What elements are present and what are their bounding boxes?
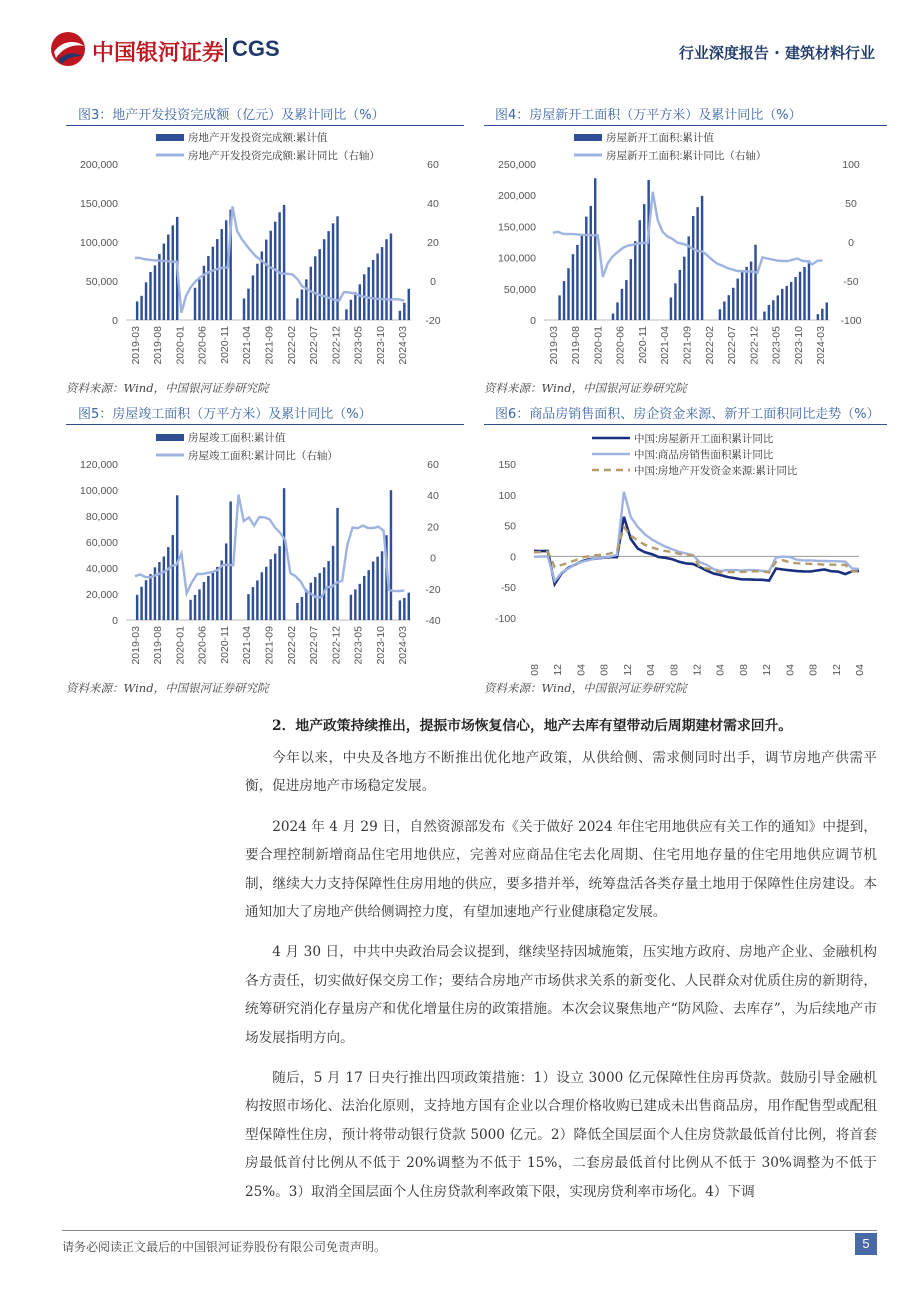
legend-bar-label: 房屋竣工面积:累计值	[188, 432, 286, 444]
legend-label: 中国:房屋新开工面积累计同比	[634, 433, 774, 445]
data-bar	[323, 239, 325, 320]
x-tick-label: 2020-11	[636, 326, 649, 364]
data-bar	[167, 547, 169, 620]
y-tick-label: 150	[498, 459, 516, 471]
data-bar	[390, 490, 392, 620]
figure-4-title: 图4：房屋新开工面积（万平方米）及累计同比（%）	[495, 108, 802, 123]
data-bar	[359, 584, 361, 620]
paragraph-4: 随后，5 月 17 日央行推出四项政策措施：1）设立 3000 亿元保障性住房再贷款。鼓励引导金融机构按照市场化、法治化原则，支持地方国有企业以合理价格收购已建成未出售商品房，用作配售型或配租型保障性住房，预计将带动银行贷款 5000 亿元。2）降低全国层面个人住房贷款最低首付比例，将首套房最低首付比例从不低于 20%调整为不低于 15%，二套房最低首付比例从不低于 30%调整为不低于 25%。3）取消全国层面个人住房贷款利率政策下限，实现房贷利率市场化。4）下调	[245, 1070, 877, 1200]
y-left-tick-label: 200,000	[498, 190, 536, 203]
data-bar	[763, 312, 765, 320]
data-bar	[799, 272, 801, 320]
data-bar	[754, 245, 756, 320]
y-right-tick-label: 60	[427, 459, 439, 471]
x-tick-label: 2020-06	[614, 326, 627, 365]
data-bar	[639, 220, 641, 320]
data-bar	[149, 272, 151, 320]
data-bar	[643, 204, 645, 320]
x-tick-label: 2022-07	[308, 326, 321, 365]
figure-5-chart	[66, 428, 466, 680]
data-bar	[728, 295, 730, 320]
data-bar	[261, 572, 263, 620]
figure-5-title: 图5：房屋竣工面积（万平方米）及累计同比（%）	[78, 407, 372, 422]
data-bar	[781, 289, 783, 320]
data-bar	[318, 249, 320, 320]
x-tick-label	[529, 664, 541, 676]
x-tick-label: 2021-09	[681, 326, 694, 365]
y-left-tick-label: 200,000	[80, 159, 118, 171]
y-right-tick-label: 20	[427, 521, 439, 534]
data-bar	[283, 205, 285, 320]
data-bar	[719, 309, 721, 320]
x-tick-label: 2022-07	[308, 626, 321, 665]
data-bar	[301, 597, 303, 620]
data-bar	[572, 254, 574, 320]
y-right-tick-label: 40	[427, 198, 439, 210]
data-bar	[163, 557, 165, 620]
data-bar	[256, 264, 258, 320]
data-bar	[367, 267, 369, 320]
y-right-tick-label: -40	[425, 615, 441, 627]
y-left-tick-label: 0	[530, 315, 536, 327]
footer-rule	[62, 1230, 877, 1231]
data-bar	[310, 583, 312, 620]
x-tick-label	[622, 664, 634, 676]
x-tick-label: 2021-09	[263, 626, 276, 665]
data-bar	[585, 217, 587, 320]
legend-label: 中国:商品房销售面积累计同比	[634, 449, 774, 461]
y-left-tick-label: 150,000	[80, 198, 118, 210]
data-bar	[376, 253, 378, 320]
x-tick-label: 2024-03	[815, 326, 828, 365]
x-tick-label: 2020-06	[196, 626, 209, 665]
data-bar	[794, 277, 796, 320]
data-bar	[679, 270, 681, 320]
y-tick-label: -100	[494, 613, 516, 625]
legend-bar-swatch	[574, 134, 602, 141]
y-right-tick-label: 0	[430, 552, 436, 565]
data-bar	[212, 247, 214, 320]
report-type: 行业深度报告 · 建筑材料行业	[678, 44, 875, 62]
data-bar	[817, 314, 819, 320]
data-bar	[736, 279, 738, 320]
figure-4-source: 资料来源：Wind，中国银河证券研究院	[484, 381, 687, 395]
data-bar	[140, 587, 142, 620]
y-right-tick-label: 60	[427, 159, 439, 171]
y-tick-label: 0	[510, 551, 516, 564]
y-right-tick-label: -20	[425, 315, 441, 327]
x-tick-label: 2019-03	[547, 326, 560, 365]
data-bar	[154, 265, 156, 320]
figure-3-source: 资料来源：Wind，中国银河证券研究院	[66, 381, 269, 395]
data-bar	[594, 178, 596, 320]
data-bar	[616, 302, 618, 320]
legend-bar-swatch	[156, 434, 184, 441]
paragraph-3: 4 月 30 日，中共中央政治局会议提到，继续坚持因城施策，压实地方政府、房地产企业、金融机构各方责任，切实做好保交房工作；要结合房地产市场供求关系的新变化、人民群众对优质住房的新期待，统筹研究消化存量房产和优化增量住房的政策措施。本次会议聚焦地产“防风险、去库存”，为后续地产市场发展指明方向。	[245, 944, 877, 1046]
data-bar	[189, 600, 191, 620]
footer-disclaimer: 请务必阅读正文最后的中国银河证券股份有限公司免责声明。	[62, 1240, 387, 1254]
data-bar	[563, 281, 565, 320]
data-bar	[688, 236, 690, 320]
y-right-tick-label: 40	[427, 490, 439, 503]
data-bar	[403, 303, 405, 320]
y-tick-label: 50	[504, 520, 516, 533]
legend-line-label: 房屋新开工面积:累计同比（右轴）	[606, 150, 767, 162]
y-left-tick-label: 100,000	[498, 252, 536, 265]
data-bar	[221, 561, 223, 620]
data-bar	[207, 576, 209, 620]
figure-4-chart	[484, 128, 884, 380]
data-bar	[674, 283, 676, 320]
data-bar	[354, 292, 356, 320]
figure-3-title: 图3：地产开发投资完成额（亿元）及累计同比（%）	[78, 108, 385, 123]
x-tick-label	[599, 664, 611, 676]
data-bar	[172, 535, 174, 620]
x-tick-label	[668, 664, 680, 676]
data-bar	[581, 235, 583, 320]
x-tick-label: 2020-01	[592, 326, 605, 365]
data-bar	[198, 279, 200, 320]
data-bar	[826, 303, 828, 320]
x-tick-label: 2019-03	[129, 326, 142, 365]
x-tick-label: 2021-04	[659, 326, 672, 365]
x-tick-label: 2020-06	[196, 326, 209, 365]
data-bar	[198, 589, 200, 620]
data-bar	[630, 259, 632, 320]
data-bar	[359, 284, 361, 320]
data-bar	[390, 233, 392, 320]
data-bar	[301, 289, 303, 320]
data-bar	[683, 257, 685, 320]
data-bar	[745, 267, 747, 320]
data-bar	[167, 235, 169, 320]
figure-3-svg	[66, 128, 466, 376]
y-right-tick-label: 0	[430, 276, 436, 288]
data-bar	[381, 551, 383, 620]
data-bar	[136, 301, 138, 320]
y-right-tick-label: 20	[427, 237, 439, 249]
x-tick-label	[784, 664, 796, 676]
data-bar	[247, 594, 249, 620]
data-bar	[207, 256, 209, 320]
y-left-tick-label: 80,000	[85, 511, 118, 523]
figure-6-title: 图6：商品房销售面积、房企资金来源、新开工面积同比走势（%）	[495, 407, 880, 422]
data-bar	[808, 260, 810, 320]
y-left-tick-label: 100,000	[80, 485, 118, 497]
x-tick-label: 2022-12	[330, 626, 343, 665]
figure-6-chart	[484, 428, 884, 680]
data-bar	[314, 256, 316, 320]
x-tick-label	[808, 664, 820, 676]
y-left-tick-label: 20,000	[85, 589, 118, 601]
data-bar	[567, 268, 569, 320]
x-tick-label: 2020-11	[218, 626, 231, 664]
x-tick-label: 2019-08	[152, 626, 165, 665]
data-bar	[145, 282, 147, 320]
data-bar	[381, 247, 383, 320]
x-tick-label: 2021-04	[241, 626, 254, 665]
data-bar	[216, 567, 218, 620]
data-bar	[723, 302, 725, 320]
data-bar	[777, 295, 779, 320]
x-tick-label	[692, 664, 704, 676]
data-bar	[270, 231, 272, 320]
x-tick-label: 2022-12	[330, 326, 343, 365]
data-bar	[305, 590, 307, 620]
data-bar	[327, 231, 329, 320]
x-tick-label	[552, 664, 564, 676]
x-tick-label: 2024-03	[397, 326, 410, 365]
data-bar	[354, 589, 356, 620]
y-right-tick-label: 50	[845, 198, 857, 210]
x-tick-label: 2023-05	[352, 626, 365, 665]
data-bar	[229, 501, 231, 620]
x-tick-label: 2023-05	[770, 326, 783, 365]
x-tick-label	[854, 664, 866, 676]
legend-bar-label: 房屋新开工面积:累计值	[606, 132, 714, 144]
series-line	[534, 492, 859, 581]
data-bar	[140, 296, 142, 320]
page-number: 5	[855, 1233, 877, 1255]
x-tick-label: 2024-03	[397, 626, 410, 665]
data-bar	[590, 206, 592, 320]
figure-4-svg	[484, 128, 884, 376]
data-bar	[310, 267, 312, 320]
x-tick-label	[645, 664, 657, 676]
figure-6-svg	[484, 428, 884, 676]
legend-bar-swatch	[156, 134, 184, 141]
section-heading: 2．地产政策持续推出，提振市场恢复信心，地产去库有望带动后周期建材需求回升。	[272, 718, 793, 734]
data-bar	[692, 216, 694, 320]
data-bar	[278, 212, 280, 320]
data-bar	[278, 546, 280, 620]
data-bar	[158, 562, 160, 620]
legend-line-label: 房地产开发投资完成额:累计同比（右轴）	[188, 150, 380, 162]
data-bar	[670, 297, 672, 320]
data-bar	[803, 267, 805, 320]
brand-separator	[225, 38, 227, 62]
data-bar	[305, 279, 307, 320]
y-left-tick-label: 50,000	[85, 276, 118, 288]
x-tick-label: 2019-08	[152, 326, 165, 365]
data-bar	[612, 314, 614, 320]
x-tick-label: 2023-10	[374, 326, 387, 365]
data-bar	[403, 598, 405, 620]
data-bar	[701, 196, 703, 320]
x-tick-label: 2022-02	[703, 326, 716, 365]
data-bar	[376, 557, 378, 620]
data-bar	[372, 260, 374, 320]
x-tick-label	[831, 664, 843, 676]
data-bar	[194, 595, 196, 620]
data-bar	[750, 262, 752, 320]
y-left-tick-label: 100,000	[80, 237, 118, 249]
data-bar	[158, 254, 160, 320]
data-bar	[145, 580, 147, 620]
data-bar	[243, 298, 245, 320]
data-bar	[336, 216, 338, 320]
data-bar	[647, 180, 649, 320]
x-tick-label: 2022-02	[285, 326, 298, 365]
x-tick-label	[575, 664, 587, 676]
y-tick-label: 100	[498, 489, 516, 502]
data-bar	[625, 280, 627, 320]
series-line	[534, 517, 859, 584]
y-left-tick-label: 250,000	[498, 159, 536, 171]
y-tick-label: -50	[500, 582, 516, 595]
data-bar	[790, 282, 792, 320]
data-bar	[216, 239, 218, 320]
y-right-tick-label: -20	[425, 583, 441, 596]
data-bar	[221, 229, 223, 320]
data-bar	[408, 289, 410, 320]
data-bar	[270, 559, 272, 620]
data-bar	[621, 289, 623, 320]
data-bar	[367, 570, 369, 620]
data-bar	[772, 300, 774, 320]
x-tick-label: 2022-02	[285, 626, 298, 665]
figure-3-chart	[66, 128, 466, 380]
data-bar	[576, 245, 578, 320]
y-left-tick-label: 50,000	[503, 283, 536, 296]
y-left-tick-label: 0	[112, 615, 118, 627]
data-bar	[252, 587, 254, 620]
y-left-tick-label: 60,000	[85, 537, 118, 549]
paragraph-1: 今年以来，中央及各地方不断推出优化地产政策，从供给侧、需求侧同时出手，调节房地产供需平衡，促进房地产市场稳定发展。	[245, 750, 877, 795]
x-tick-label: 2019-08	[570, 326, 583, 365]
data-bar	[163, 244, 165, 320]
x-tick-label: 2020-01	[174, 626, 187, 665]
data-bar	[225, 220, 227, 320]
paragraph-2: 2024 年 4 月 29 日，自然资源部发布《关于做好 2024 年住宅用地供应有关工作的通知》中提到，要合理控制新增商品住宅用地供应，完善对应商品住宅去化周期、住宅用地存量的住宅用地供应调节机制，继续大力支持保障性住房用地的供应，要多措并举，统筹盘活各类存量土地用于保障性住房建设。本通知加大了房地产供给侧调控力度，有望加速地产行业健康稳定发展。	[245, 818, 877, 921]
data-bar	[408, 593, 410, 620]
x-tick-label	[715, 664, 727, 676]
data-bar	[332, 223, 334, 320]
figure-5-svg	[66, 428, 466, 676]
data-bar	[385, 239, 387, 320]
x-tick-label: 2022-12	[748, 326, 761, 365]
data-bar	[350, 595, 352, 620]
data-bar	[768, 305, 770, 320]
brand-name-en: CGS	[232, 36, 280, 61]
y-left-tick-label: 120,000	[80, 459, 118, 471]
data-bar	[399, 311, 401, 320]
x-tick-label: 2021-09	[263, 326, 276, 365]
figure-5-source: 资料来源：Wind，中国银河证券研究院	[66, 681, 269, 695]
x-tick-label	[761, 664, 773, 676]
figure-4-rule	[484, 125, 887, 126]
x-tick-label: 2020-11	[218, 326, 231, 364]
data-bar	[345, 309, 347, 320]
x-tick-label: 2023-05	[352, 326, 365, 365]
data-bar	[274, 554, 276, 620]
y-right-tick-label: 100	[842, 159, 860, 171]
data-bar	[696, 207, 698, 320]
data-bar	[372, 562, 374, 620]
y-right-tick-label: -100	[840, 315, 862, 327]
data-bar	[252, 275, 254, 320]
data-bar	[149, 574, 151, 620]
data-bar	[256, 580, 258, 620]
data-bar	[296, 298, 298, 320]
data-bar	[336, 508, 338, 620]
data-bar	[558, 295, 560, 320]
legend-label: 中国:房地产开发资金来源:累计同比	[634, 465, 798, 477]
data-bar	[265, 567, 267, 620]
data-bar	[265, 240, 267, 320]
data-bar	[399, 600, 401, 620]
data-bar	[194, 288, 196, 320]
x-tick-label: 2019-03	[129, 626, 142, 665]
x-tick-label: 2022-07	[726, 326, 739, 365]
y-left-tick-label: 40,000	[85, 563, 118, 575]
legend-bar-label: 房地产开发投资完成额:累计值	[188, 132, 328, 144]
data-bar	[172, 225, 174, 320]
data-bar	[283, 488, 285, 620]
data-bar	[350, 300, 352, 320]
x-tick-label	[738, 664, 750, 676]
x-tick-label: 2023-10	[792, 326, 805, 365]
figure-3-rule	[66, 125, 464, 126]
data-bar	[732, 288, 734, 320]
cgs-logo-icon	[48, 30, 88, 68]
legend-line-label: 房屋竣工面积:累计同比（右轴）	[188, 450, 338, 462]
page-header	[0, 0, 920, 95]
body-text	[245, 744, 877, 1218]
data-bar	[296, 603, 298, 620]
data-bar	[363, 576, 365, 620]
data-bar	[634, 241, 636, 320]
figure-6-source: 资料来源：Wind，中国银河证券研究院	[484, 681, 687, 695]
data-bar	[176, 495, 178, 620]
data-bar	[785, 286, 787, 320]
data-bar	[332, 546, 334, 620]
y-left-tick-label: 0	[112, 315, 118, 327]
data-bar	[247, 289, 249, 320]
figure-6-rule	[484, 424, 887, 425]
data-bar	[212, 571, 214, 620]
x-tick-label: 2023-10	[374, 626, 387, 665]
x-tick-label: 2020-01	[174, 326, 187, 365]
data-bar	[225, 543, 227, 620]
y-right-tick-label: 0	[848, 237, 854, 249]
figure-5-rule	[66, 424, 464, 425]
y-right-tick-label: -50	[843, 276, 859, 288]
data-bar	[327, 561, 329, 620]
data-bar	[136, 595, 138, 620]
brand-name-cn: 中国银河证券	[92, 41, 225, 66]
data-bar	[203, 582, 205, 620]
data-bar	[741, 272, 743, 320]
data-bar	[821, 309, 823, 320]
y-left-tick-label: 150,000	[498, 221, 536, 234]
x-tick-label: 2021-04	[241, 326, 254, 365]
